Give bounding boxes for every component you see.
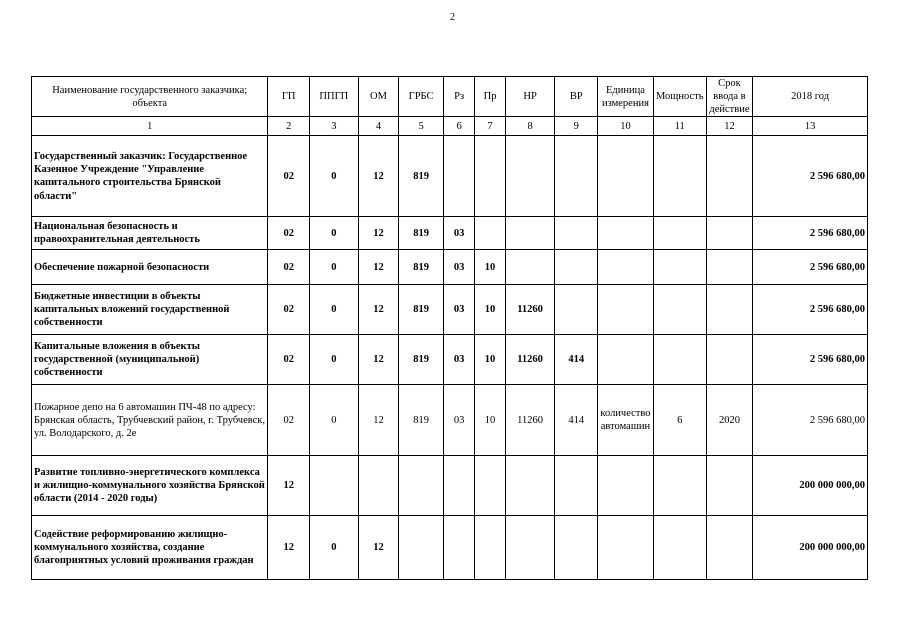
column-number: 1: [32, 117, 268, 136]
cell-pr: 10: [475, 250, 505, 285]
cell-ppgp: 0: [309, 136, 358, 217]
header-term: Срок ввода в действие: [706, 77, 753, 117]
cell-ppgp: 0: [309, 217, 358, 250]
column-number: 9: [555, 117, 598, 136]
cell-ppgp: 0: [309, 335, 358, 385]
cell-capacity: [653, 456, 706, 516]
cell-gp: 02: [268, 217, 310, 250]
header-name: Наименование государственного заказчика; объекта: [32, 77, 268, 117]
cell-rz: 03: [443, 217, 474, 250]
row-name: Национальная безопасность и правоохранительная деятельность: [32, 217, 268, 250]
column-number: 10: [598, 117, 654, 136]
cell-pr: [475, 136, 505, 217]
cell-capacity: [653, 217, 706, 250]
cell-unit: [598, 285, 654, 335]
cell-om: 12: [358, 136, 399, 217]
cell-vr: [555, 456, 598, 516]
column-number: 8: [505, 117, 555, 136]
cell-term: [706, 250, 753, 285]
cell-amount: 2 596 680,00: [753, 136, 868, 217]
cell-grbs: [399, 456, 444, 516]
cell-unit: [598, 136, 654, 217]
column-number: 6: [443, 117, 474, 136]
cell-capacity: [653, 335, 706, 385]
cell-om: 12: [358, 385, 399, 456]
cell-term: [706, 335, 753, 385]
cell-pr: 10: [475, 285, 505, 335]
column-number: 7: [475, 117, 505, 136]
cell-unit: [598, 250, 654, 285]
cell-term: [706, 456, 753, 516]
header-unit: Единица измерения: [598, 77, 654, 117]
page-number: 2: [450, 12, 455, 23]
column-number-row: [32, 117, 868, 136]
cell-nr: [505, 136, 555, 217]
cell-pr: 10: [475, 335, 505, 385]
cell-grbs: 819: [399, 136, 444, 217]
row-name: Капитальные вложения в объекты государственной (муниципальной) собственности: [32, 335, 268, 385]
header-grbs: ГРБС: [399, 77, 444, 117]
cell-om: 12: [358, 285, 399, 335]
table-row: [32, 516, 868, 580]
cell-om: 12: [358, 335, 399, 385]
cell-pr: 10: [475, 385, 505, 456]
cell-amount: 200 000 000,00: [753, 456, 868, 516]
row-name: Государственный заказчик: Государственное Казенное Учреждение "Управление капитального строительства Брянской области": [32, 136, 268, 217]
cell-amount: 2 596 680,00: [753, 385, 868, 456]
cell-ppgp: 0: [309, 385, 358, 456]
header-pr: Пр: [475, 77, 505, 117]
cell-amount: 200 000 000,00: [753, 516, 868, 580]
header-row: [32, 77, 868, 117]
cell-unit: [598, 516, 654, 580]
cell-rz: 03: [443, 335, 474, 385]
cell-grbs: 819: [399, 285, 444, 335]
cell-capacity: 6: [653, 385, 706, 456]
cell-pr: [475, 217, 505, 250]
header-year: 2018 год: [753, 77, 868, 117]
cell-unit: [598, 456, 654, 516]
cell-term: [706, 136, 753, 217]
table-row: [32, 335, 868, 385]
cell-rz: [443, 136, 474, 217]
cell-pr: [475, 516, 505, 580]
table-row: [32, 456, 868, 516]
cell-rz: 03: [443, 385, 474, 456]
cell-om: 12: [358, 217, 399, 250]
cell-ppgp: 0: [309, 516, 358, 580]
cell-om: 12: [358, 516, 399, 580]
header-rz: Рз: [443, 77, 474, 117]
table-row: [32, 385, 868, 456]
cell-gp: 02: [268, 385, 310, 456]
cell-grbs: 819: [399, 385, 444, 456]
table-row: [32, 217, 868, 250]
cell-vr: 414: [555, 385, 598, 456]
row-name: Пожарное депо на 6 автомашин ПЧ-48 по адресу: Брянская область, Трубчевский район, г. Трубчевск, ул. Володарского, д. 2е: [32, 385, 268, 456]
cell-nr: [505, 217, 555, 250]
cell-term: [706, 285, 753, 335]
cell-ppgp: 0: [309, 250, 358, 285]
cell-gp: 02: [268, 250, 310, 285]
header-om: ОМ: [358, 77, 399, 117]
header-capacity: Мощность: [653, 77, 706, 117]
cell-capacity: [653, 516, 706, 580]
cell-gp: 12: [268, 516, 310, 580]
cell-rz: 03: [443, 250, 474, 285]
cell-amount: 2 596 680,00: [753, 335, 868, 385]
row-name: Бюджетные инвестиции в объекты капитальных вложений государственной собственности: [32, 285, 268, 335]
column-number: 3: [309, 117, 358, 136]
row-name: Содействие реформированию жилищно-коммунального хозяйства, создание благоприятных условий проживания граждан: [32, 516, 268, 580]
cell-capacity: [653, 285, 706, 335]
cell-unit: [598, 217, 654, 250]
column-number: 12: [706, 117, 753, 136]
cell-grbs: 819: [399, 335, 444, 385]
cell-amount: 2 596 680,00: [753, 250, 868, 285]
cell-gp: 02: [268, 136, 310, 217]
cell-nr: 11260: [505, 285, 555, 335]
header-vr: ВР: [555, 77, 598, 117]
cell-nr: 11260: [505, 385, 555, 456]
cell-ppgp: 0: [309, 285, 358, 335]
column-number: 13: [753, 117, 868, 136]
cell-grbs: 819: [399, 250, 444, 285]
cell-nr: [505, 250, 555, 285]
header-gp: ГП: [268, 77, 310, 117]
cell-rz: [443, 456, 474, 516]
cell-vr: 414: [555, 335, 598, 385]
cell-rz: [443, 516, 474, 580]
cell-term: [706, 217, 753, 250]
column-number: 11: [653, 117, 706, 136]
cell-gp: 02: [268, 335, 310, 385]
cell-vr: [555, 250, 598, 285]
cell-ppgp: [309, 456, 358, 516]
cell-nr: [505, 456, 555, 516]
cell-gp: 12: [268, 456, 310, 516]
cell-nr: [505, 516, 555, 580]
cell-capacity: [653, 136, 706, 217]
cell-om: 12: [358, 250, 399, 285]
cell-grbs: 819: [399, 217, 444, 250]
cell-unit: количество автомашин: [598, 385, 654, 456]
cell-vr: [555, 217, 598, 250]
budget-table: [31, 76, 868, 580]
cell-unit: [598, 335, 654, 385]
column-number: 4: [358, 117, 399, 136]
cell-nr: 11260: [505, 335, 555, 385]
row-name: Развитие топливно-энергетического комплекса и жилищно-коммунального хозяйства Брянской области (2014 - 2020 годы): [32, 456, 268, 516]
cell-om: [358, 456, 399, 516]
cell-capacity: [653, 250, 706, 285]
cell-grbs: [399, 516, 444, 580]
column-number: 5: [399, 117, 444, 136]
table-row: [32, 250, 868, 285]
row-name: Обеспечение пожарной безопасности: [32, 250, 268, 285]
cell-pr: [475, 456, 505, 516]
column-number: 2: [268, 117, 310, 136]
cell-amount: 2 596 680,00: [753, 217, 868, 250]
cell-amount: 2 596 680,00: [753, 285, 868, 335]
cell-vr: [555, 516, 598, 580]
table-row: [32, 285, 868, 335]
cell-rz: 03: [443, 285, 474, 335]
cell-vr: [555, 285, 598, 335]
cell-gp: 02: [268, 285, 310, 335]
cell-term: 2020: [706, 385, 753, 456]
header-ppgp: ППГП: [309, 77, 358, 117]
cell-vr: [555, 136, 598, 217]
header-nr: НР: [505, 77, 555, 117]
table-row: [32, 136, 868, 217]
cell-term: [706, 516, 753, 580]
